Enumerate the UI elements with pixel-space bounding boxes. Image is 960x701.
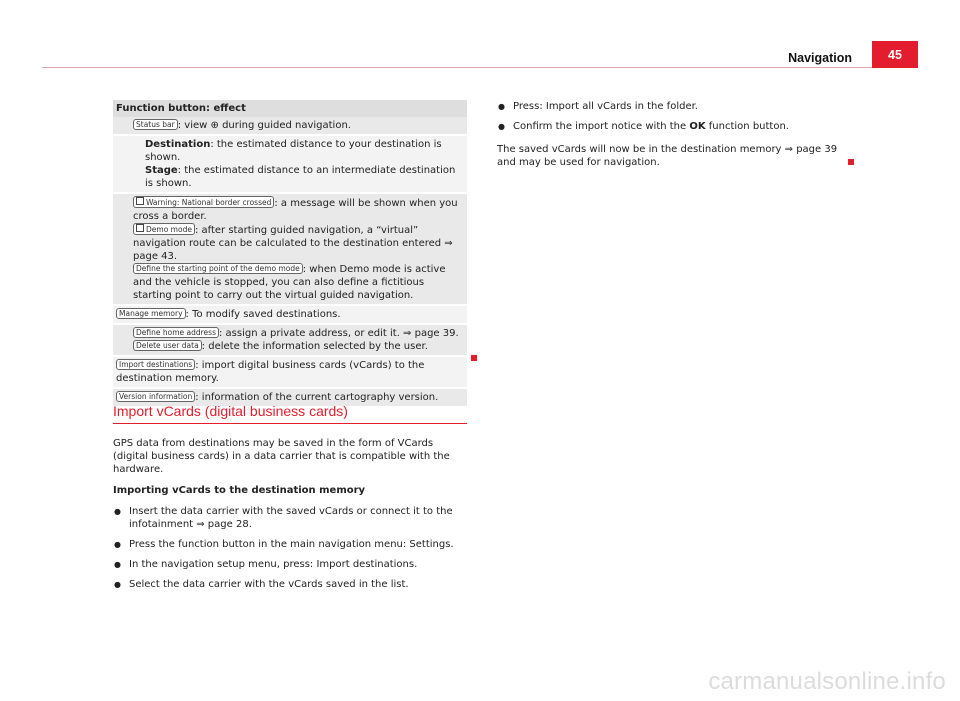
key-border-warning: Warning: National border crossed xyxy=(133,196,274,208)
key-import-destinations: Import destinations xyxy=(116,359,195,370)
key-demo-start: Define the starting point of the demo mode xyxy=(133,263,303,274)
key-delete-user-data: Delete user data xyxy=(133,340,202,351)
table-row: Define home address : assign a private address, or edit it. ⇒ page 39. Delete user data : delete the information selected by the user. xyxy=(113,325,467,355)
section-title: Import vCards (digital business cards) xyxy=(113,403,348,419)
list-item: ● Press: Import all vCards in the folder. xyxy=(497,100,847,113)
list-item: ● Insert the data carrier with the saved vCards or connect it to the infotainment ⇒ page 28. xyxy=(113,505,467,531)
section-intro: GPS data from destinations may be saved in the form of VCards (digital business cards) in a data carrier that is compatible with the hardware. xyxy=(113,438,450,475)
end-marker-icon xyxy=(471,355,477,361)
table-row: Version information : information of the current cartography version. xyxy=(113,389,467,406)
key-version-information: Version information xyxy=(116,391,195,402)
table-row: Status bar : view ⊕ during guided navigation. xyxy=(113,117,467,134)
key-demo-mode: Demo mode xyxy=(133,223,195,235)
globe-icon: ⊕ xyxy=(210,120,219,131)
right-paragraph: The saved vCards will now be in the destination memory ⇒ page 39 and may be used for navigation. xyxy=(497,144,838,168)
list-item: ● Press the function button in the main navigation menu: Settings. xyxy=(113,538,467,551)
key-home-address: Define home address xyxy=(133,327,219,338)
checkbox-icon xyxy=(136,224,144,232)
page-number-badge: 45 xyxy=(872,41,918,68)
right-column xyxy=(497,100,847,177)
header-rule xyxy=(42,67,872,68)
key-manage-memory: Manage memory xyxy=(116,308,186,319)
list-item: ● Select the data carrier with the vCards saved in the list. xyxy=(113,578,467,591)
table-row: Import destinations : import digital business cards (vCards) to the destination memory. xyxy=(113,357,467,387)
function-table xyxy=(113,100,467,408)
checkbox-icon xyxy=(136,197,144,205)
list-item: ● Confirm the import notice with the OK function button. xyxy=(497,120,847,133)
section-subhead: Importing vCards to the destination memory xyxy=(113,485,366,496)
table-row: Warning: National border crossed : a message will be shown when you cross a border. Demo mode : after starting guided navigation, a “virtual” navigation route can be calculated to the destination entered ⇒ page 43. Define the starting point of the demo mode : when Demo mode is active and the vehicle is stopped, you can also define a fictitious starting point to carry out the virtual guided navigation. xyxy=(113,194,467,304)
section-rule xyxy=(113,423,467,424)
ok-button-label: OK xyxy=(689,121,706,132)
key-status-bar: Status bar xyxy=(133,119,178,130)
watermark: carmanualsonline.info xyxy=(708,668,946,695)
table-row: Manage memory : To modify saved destinations. xyxy=(113,306,467,323)
table-row: Destination: the estimated distance to your destination is shown. Stage: the estimated distance to an intermediate destination is shown. xyxy=(113,136,467,192)
section-body xyxy=(113,437,467,598)
page-header-title: Navigation xyxy=(788,51,852,65)
table-head: Function button: effect xyxy=(113,100,467,117)
list-item: ● In the navigation setup menu, press: Import destinations. xyxy=(113,558,467,571)
end-marker-icon xyxy=(848,159,854,165)
